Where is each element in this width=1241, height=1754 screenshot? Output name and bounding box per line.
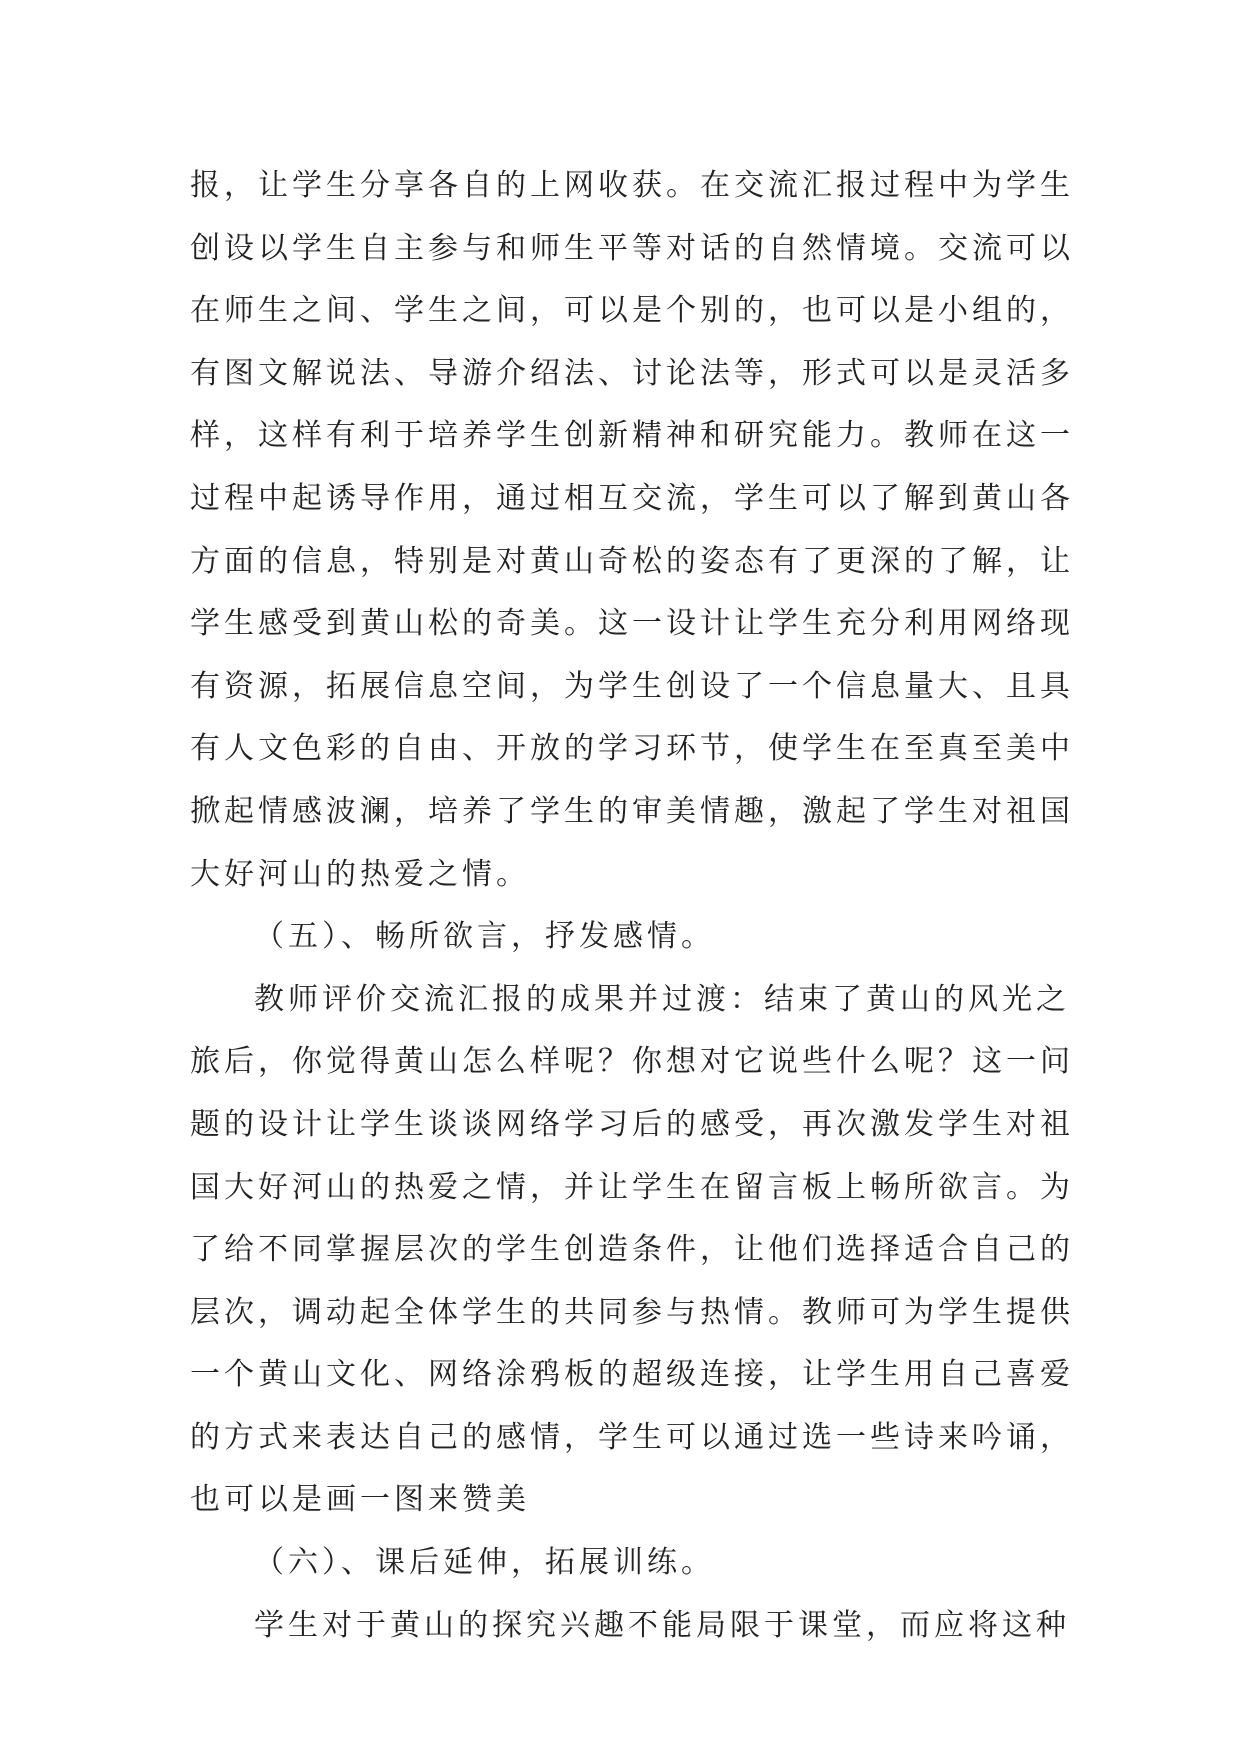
text-line: 样，这样有利于培养学生创新精神和研究能力。教师在这一 (190, 418, 1074, 454)
text-line: 过程中起诱导作用，通过相互交流，学生可以了解到黄山各 (190, 480, 1074, 516)
text-line: 有图文解说法、导游介绍法、讨论法等，形式可以是灵活多 (190, 355, 1074, 391)
text-line: 旅后，你觉得黄山怎么样呢？你想对它说些什么呢？这一问 (190, 1044, 1074, 1080)
text-line: 掀起情感波澜，培养了学生的审美情趣，激起了学生对祖国 (190, 793, 1074, 829)
text-line: 报，让学生分享各自的上网收获。在交流汇报过程中为学生 (190, 168, 1074, 203)
text-line: 题的设计让学生谈谈网络学习后的感受，再次激发学生对祖 (190, 1106, 1074, 1142)
text-line: （六）、课后延伸，拓展训练。 (254, 1545, 715, 1581)
text-line: 层次，调动起全体学生的共同参与热情。教师可为学生提供 (190, 1294, 1074, 1330)
text-line: 的方式来表达自己的感情，学生可以通过选一些诗来吟诵， (190, 1419, 1074, 1455)
text-line: 方面的信息，特别是对黄山奇松的姿态有了更深的了解，让 (190, 543, 1074, 579)
text-line: 了给不同掌握层次的学生创造条件，让他们选择适合自己的 (190, 1232, 1074, 1268)
text-line: 在师生之间、学生之间，可以是个别的，也可以是小组的， (190, 293, 1074, 329)
text-line: 学生感受到黄山松的奇美。这一设计让学生充分利用网络现 (190, 606, 1074, 642)
text-line: 有人文色彩的自由、开放的学习环节，使学生在至真至美中 (190, 731, 1074, 767)
text-line: 大好河山的热爱之情。 (190, 856, 530, 892)
text-line: 国大好河山的热爱之情，并让学生在留言板上畅所欲言。为 (190, 1169, 1074, 1205)
text-line: 教师评价交流汇报的成果并过渡：结束了黄山的风光之 (254, 981, 1070, 1017)
text-line: 创设以学生自主参与和师生平等对话的自然情境。交流可以 (190, 230, 1074, 266)
text-line: 学生对于黄山的探究兴趣不能局限于课堂，而应将这种 (254, 1607, 1070, 1643)
body-text (190, 155, 1074, 1657)
text-line: 也可以是画一图来赞美 (190, 1482, 530, 1518)
text-line: 有资源，拓展信息空间，为学生创设了一个信息量大、且具 (190, 668, 1074, 704)
text-line: 一个黄山文化、网络涂鸦板的超级连接，让学生用自己喜爱 (190, 1357, 1074, 1393)
text-line: （五）、畅所欲言，抒发感情。 (254, 919, 715, 955)
